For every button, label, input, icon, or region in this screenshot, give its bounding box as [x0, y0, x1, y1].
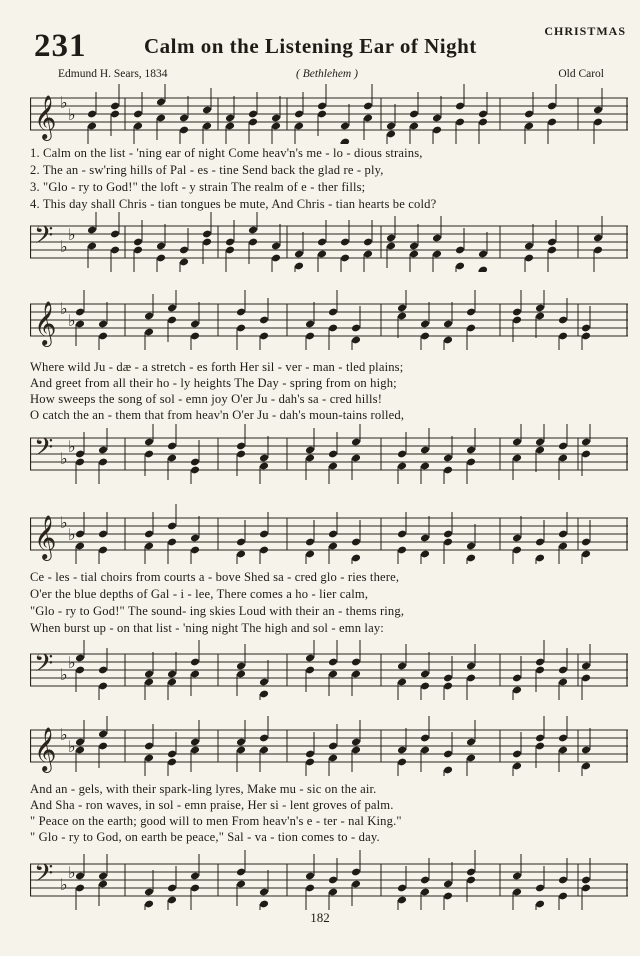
hymn-title: Calm on the Listening Ear of Night — [144, 34, 477, 58]
flat-icon: ♭ — [60, 513, 68, 532]
hymn-number: 231 — [34, 28, 87, 64]
music-system-3 — [30, 504, 628, 714]
lyric-verse-2: And Sha - ron waves, in sol - emn praise, Her si - lent groves of palm. — [30, 798, 394, 812]
treble-clef-icon: 𝄞 — [34, 95, 57, 139]
flat-icon: ♭ — [60, 665, 68, 684]
flat-icon: ♭ — [68, 225, 76, 244]
flat-icon: ♭ — [68, 437, 76, 456]
flat-icon: ♭ — [60, 449, 68, 468]
bass-staff — [30, 850, 628, 910]
section-heading: CHRISTMAS — [544, 24, 626, 38]
lyric-verse-1: Ce - les - tial choirs from courts a - bove Shed sa - cred glo - ries there, — [30, 570, 400, 584]
flat-icon: ♭ — [68, 737, 76, 756]
lyric-verse-1: And an - gels, with their spark-ling lyres, Make mu - sic on the air. — [30, 782, 377, 796]
flat-icon: ♭ — [68, 863, 76, 882]
lyrics-block — [30, 776, 628, 856]
lyric-verse-1: 1. Calm on the list - 'ning ear of night Come heav'n's me - lo - dious strains, — [30, 146, 423, 160]
lyric-verse-3: How sweeps the song of sol - emn joy O'er Ju - dah's sa - cred hills! — [30, 392, 383, 406]
lyric-verse-4: " Glo - ry to God, on earth be peace," Sal - va - tion comes to - day. — [30, 830, 380, 844]
lyric-verse-3: 3. "Glo - ry to God!" the loft - y strain The realm of e - ther fills; — [30, 180, 366, 194]
lyric-verse-4: When burst up - on that list - 'ning night The high and sol - emn lay: — [30, 621, 384, 635]
treble-staff-engraving — [30, 290, 628, 350]
bass-staff-engraving — [30, 850, 628, 910]
music-system-2 — [30, 290, 628, 500]
treble-staff-engraving — [30, 84, 628, 144]
page-number: 182 — [310, 910, 330, 925]
bass-staff-engraving — [30, 640, 628, 700]
composer-credit: Old Carol — [558, 68, 604, 80]
treble-clef-icon: 𝄞 — [34, 727, 57, 771]
flat-icon: ♭ — [60, 237, 68, 256]
bass-clef-icon: 𝄢 — [34, 433, 54, 468]
treble-clef-icon: 𝄞 — [34, 515, 57, 559]
treble-staff-engraving — [30, 716, 628, 776]
bass-clef-icon: 𝄢 — [34, 221, 54, 256]
lyric-verse-2: O'er the blue depths of Gal - i - lee, There comes a ho - lier calm, — [30, 587, 369, 601]
lyric-verse-3: " Peace on the earth; good will to men From heav'n's e - ter - nal King." — [30, 814, 402, 828]
lyric-verse-2: 2. The an - sw'ring hills of Pal - es - tine Send back the glad re - ply, — [30, 163, 384, 177]
bass-clef-icon: 𝄢 — [34, 859, 54, 894]
flat-icon: ♭ — [60, 875, 68, 894]
bass-clef-icon: 𝄢 — [34, 649, 54, 684]
flat-icon: ♭ — [60, 93, 68, 112]
treble-staff — [30, 290, 628, 350]
music-system-4 — [30, 716, 628, 910]
flat-icon: ♭ — [60, 725, 68, 744]
flat-icon: ♭ — [68, 525, 76, 544]
lyric-verse-4: 4. This day shall Chris - tian tongues be mute, And Chris - tian hearts be cold? — [30, 197, 437, 211]
treble-staff — [30, 504, 628, 564]
lyrics-block — [30, 564, 628, 644]
tune-name: ( Bethlehem ) — [296, 68, 358, 80]
lyric-verse-2: And greet from all their ho - ly heights The Day - spring from on high; — [30, 376, 397, 390]
treble-staff-engraving — [30, 504, 628, 564]
lyrics-block — [30, 352, 628, 432]
flat-icon: ♭ — [68, 311, 76, 330]
treble-staff — [30, 84, 628, 144]
author-credit: Edmund H. Sears, 1834 — [58, 68, 168, 80]
bass-staff-engraving — [30, 212, 628, 272]
treble-staff — [30, 716, 628, 776]
treble-clef-icon: 𝄞 — [34, 301, 57, 345]
lyric-verse-3: "Glo - ry to God!" The sound- ing skies Loud with their an - thems ring, — [30, 604, 405, 618]
bass-staff — [30, 212, 628, 272]
lyric-verse-1: Where wild Ju - dæ - a stretch - es forth Her sil - ver - man - tled plains; — [30, 360, 404, 374]
lyric-verse-4: O catch the an - them that from heav'n O'er Ju - dah's moun-tains rolled, — [30, 408, 405, 422]
flat-icon: ♭ — [68, 653, 76, 672]
bass-staff — [30, 424, 628, 484]
bass-staff — [30, 640, 628, 700]
flat-icon: ♭ — [60, 299, 68, 318]
bass-staff-engraving — [30, 424, 628, 484]
flat-icon: ♭ — [68, 105, 76, 124]
music-system-1 — [30, 84, 628, 288]
